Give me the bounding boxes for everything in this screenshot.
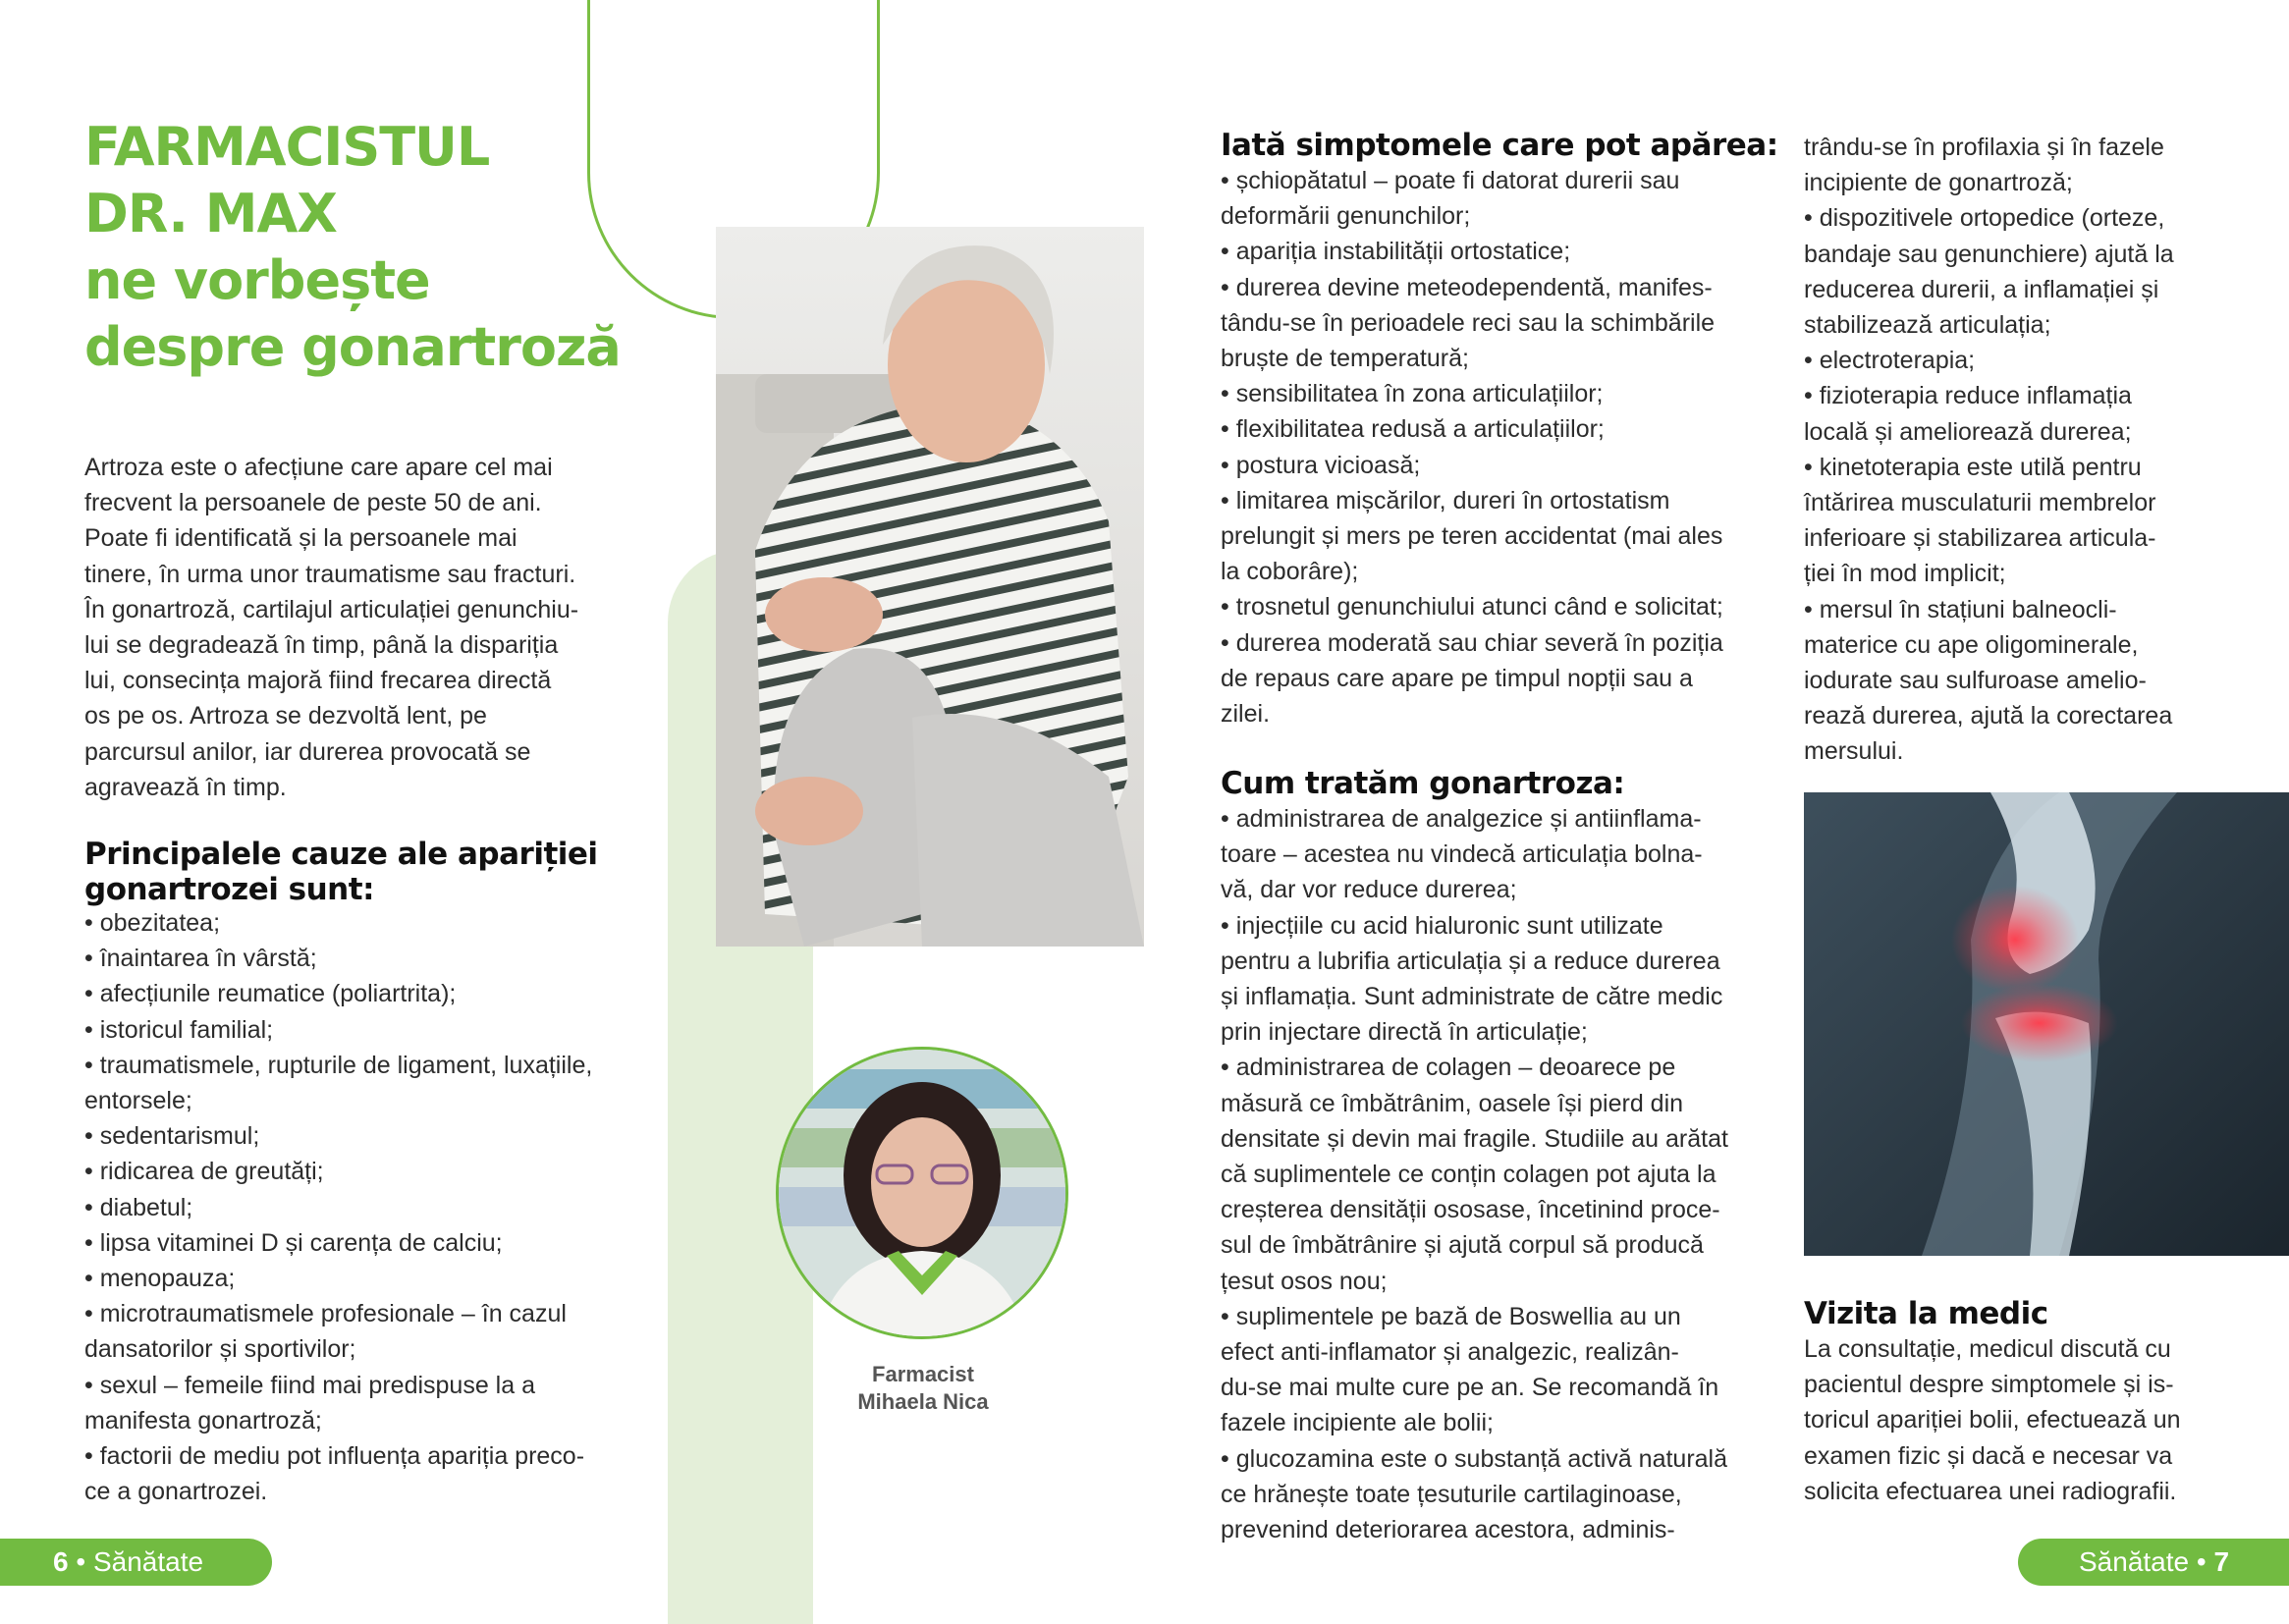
text-line: • șchiopătatul – poate fi datorat durerii sau xyxy=(1221,167,1680,194)
text-line: dansatorilor și sportivilor; xyxy=(84,1335,356,1364)
list-item: • microtraumatismele profesionale – în cazul xyxy=(84,1296,664,1331)
separator: • xyxy=(76,1546,86,1577)
text-line: inferioare și stabilizarea articula- xyxy=(1804,524,2156,553)
list-item: • obezitatea; xyxy=(84,905,664,941)
text-line: densitate și devin mai fragile. Studiile au arătat xyxy=(1221,1124,1728,1153)
section-label: Sănătate xyxy=(92,1546,204,1577)
text-line: reducerea durerii, a inflamației și xyxy=(1804,275,2159,303)
text-line: incipiente de gonartroză; xyxy=(1804,169,2073,197)
page-footer-left xyxy=(0,1539,272,1586)
text-line: solicita efectuarea unei radiografii. xyxy=(1804,1477,2177,1505)
text-line: Poate fi identificată și la persoanele mai xyxy=(84,524,518,553)
pharmacist-name: Mihaela Nica xyxy=(857,1389,989,1414)
text-line: frecvent la persoanele de peste 50 de ani. xyxy=(84,489,542,517)
text-line: pentru a lubrifia articulația și a reduce durerea xyxy=(1221,947,1720,975)
pharmacist-portrait xyxy=(776,1047,1068,1339)
text-line: În gonartroză, cartilajul articulației genunchiu- xyxy=(84,595,579,623)
text-line: și inflamația. Sunt administrate de către medic xyxy=(1221,983,1723,1011)
symptoms-heading: Iată simptomele care pot apărea: xyxy=(1221,128,1778,163)
list-item: • diabetul; xyxy=(84,1190,664,1225)
list-item: • ridicarea de greutăți; xyxy=(84,1154,664,1189)
text-line: rează durerea, ajută la corectarea xyxy=(1804,702,2173,731)
text-line: • kinetoterapia este utilă pentru xyxy=(1804,453,2142,481)
text-line: • durerea devine meteodependentă, manifes- xyxy=(1221,273,1713,301)
text-line: • apariția instabilității ortostatice; xyxy=(1221,238,1571,266)
text-line: bruște de temperatură; xyxy=(1221,345,1469,373)
title-line: ne vorbește xyxy=(84,249,430,311)
text-line: lui se degradează în timp, până la dispariția xyxy=(84,631,559,660)
woman-knee-pain-photo xyxy=(716,227,1144,947)
text-line: tându-se în perioadele reci sau la schimbările xyxy=(1221,308,1716,337)
causes-heading: Principalele cauze ale apariției gonartrozei sunt: xyxy=(84,837,598,907)
text-line: trându-se în profilaxia și în fazele xyxy=(1804,134,2164,161)
text-line: ției în mod implicit; xyxy=(1804,560,2006,588)
list-item: • lipsa vitaminei D și carența de calciu; xyxy=(84,1225,664,1261)
text-line: • administrarea de colagen – deoarece pe xyxy=(1221,1054,1676,1082)
text-line: • durerea moderată sau chiar severă în poziția xyxy=(1221,628,1723,657)
text-line: • electroterapia; xyxy=(1804,347,1976,375)
text-line: La consultație, medicul discută cu xyxy=(1804,1335,2171,1363)
text-line: ce a gonartrozei. xyxy=(84,1478,268,1506)
text-line: • mersul în stațiuni balneocli- xyxy=(1804,595,2117,623)
text-line: • postura vicioasă; xyxy=(1221,451,1421,479)
text-line: parcursul anilor, iar durerea provocată se xyxy=(84,737,531,766)
treatment-continued xyxy=(1804,130,2275,770)
list-item: • istoricul familial; xyxy=(84,1012,664,1048)
text-line: lui, consecința majoră fiind frecarea directă xyxy=(84,667,552,695)
text-line: • sensibilitatea în zona articulațiilor; xyxy=(1221,380,1604,408)
treatment-heading: Cum tratăm gonartroza: xyxy=(1221,766,1625,801)
text-line: agravează în timp. xyxy=(84,773,287,801)
list-item: • sedentarismul; xyxy=(84,1118,664,1154)
separator: • xyxy=(2196,1546,2207,1577)
text-line: • trosnetul genunchiului atunci când e solicitat; xyxy=(1221,593,1723,622)
text-line: • fizioterapia reduce inflamația xyxy=(1804,382,2132,410)
text-line: iodurate sau sulfuroase amelio- xyxy=(1804,667,2147,695)
text-line: • dispozitivele ortopedice (orteze, xyxy=(1804,204,2165,233)
pharmacist-caption xyxy=(786,1361,1061,1416)
text-line: os pe os. Artroza se dezvoltă lent, pe xyxy=(84,702,487,731)
list-item: • afecțiunile reumatice (poliartrita); xyxy=(84,976,664,1011)
title-line: DR. MAX xyxy=(84,183,337,244)
page-number: 6 xyxy=(53,1546,69,1577)
text-line: deformării genunchilor; xyxy=(1221,202,1471,231)
text-line: efect anti-inflamator și analgezic, realizân- xyxy=(1221,1338,1679,1367)
text-line: că suplimentele ce conțin colagen pot ajuta la xyxy=(1221,1161,1717,1189)
text-line: mersului. xyxy=(1804,737,1904,766)
text-line: • glucozamina este o substanță activă naturală xyxy=(1221,1444,1728,1473)
treatment-list xyxy=(1221,801,1790,1547)
text-line: prevenind deteriorarea acestora, adminis- xyxy=(1221,1516,1675,1544)
causes-section xyxy=(84,837,664,1509)
text-line: • administrarea de analgezice și antiinflama- xyxy=(1221,805,1702,833)
text-line: întărirea musculaturii membrelor xyxy=(1804,489,2156,517)
section-label: Sănătate xyxy=(2079,1546,2190,1577)
text-line: la coborâre); xyxy=(1221,558,1359,586)
text-line: tinere, în urma unor traumatisme sau fracturi. xyxy=(84,560,576,588)
list-item: • înaintarea în vârstă; xyxy=(84,941,664,976)
text-line: prin injectare directă în articulație; xyxy=(1221,1018,1588,1047)
symptoms-section xyxy=(1221,128,1790,731)
text-line: toare – acestea nu vindecă articulația bolna- xyxy=(1221,840,1703,869)
list-item: • sexul – femeile fiind mai predispuse la a xyxy=(84,1368,664,1403)
pharmacist-role: Farmacist xyxy=(872,1362,974,1386)
list-item: • factorii de mediu pot influența apariția preco- xyxy=(84,1438,664,1474)
text-line: vă, dar vor reduce durerea; xyxy=(1221,876,1517,904)
text-line: • flexibilitatea redusă a articulațiilor; xyxy=(1221,415,1605,444)
text-line: examen fizic și dacă e necesar va xyxy=(1804,1441,2173,1470)
text-line: Artroza este o afecțiune care apare cel mai xyxy=(84,454,553,481)
text-line: zilei. xyxy=(1221,700,1271,729)
text-line: • limitarea mișcărilor, dureri în ortostatism xyxy=(1221,486,1670,514)
symptoms-list xyxy=(1221,163,1790,731)
text-line: pacientul despre simptomele și is- xyxy=(1804,1371,2174,1399)
text-line: entorsele; xyxy=(84,1087,192,1115)
text-line: toricul apariției bolii, efectuează un xyxy=(1804,1406,2181,1435)
text-line: sul de îmbătrânire și ajută corpul să producă xyxy=(1221,1231,1704,1260)
text-line: du-se mai multe cure pe an. Se recomandă în xyxy=(1221,1374,1719,1402)
text-line: creșterea densității ososase, încetinind proce- xyxy=(1221,1196,1720,1224)
doctor-visit-section xyxy=(1804,1296,2285,1509)
text-line: • suplimentele pe bază de Boswellia au un xyxy=(1221,1302,1681,1330)
text-line: bandaje sau genunchiere) ajută la xyxy=(1804,240,2174,268)
treatment-section xyxy=(1221,766,1790,1547)
text-line: fazele incipiente ale bolii; xyxy=(1221,1409,1494,1437)
doctor-visit-heading: Vizita la medic xyxy=(1804,1296,2048,1331)
title-line: FARMACISTUL xyxy=(84,116,490,178)
text-line: prelungit și mers pe teren accidentat (mai ales xyxy=(1221,522,1723,551)
text-line: materice cu ape oligominerale, xyxy=(1804,630,2139,659)
page-footer-right xyxy=(2018,1539,2289,1586)
list-item: • menopauza; xyxy=(84,1261,664,1296)
title-line: despre gonartroză xyxy=(84,316,621,378)
page-number: 7 xyxy=(2213,1546,2230,1577)
text-line: măsură ce îmbătrânim, oasele își pierd din xyxy=(1221,1089,1684,1117)
text-line: ce hrănește toate țesuturile cartilaginoase, xyxy=(1221,1480,1682,1508)
text-line: stabilizează articulația; xyxy=(1804,311,2051,340)
text-line: de repaus care apare pe timpul nopții sau a xyxy=(1221,664,1693,692)
text-line: • injecțiile cu acid hialuronic sunt utilizate xyxy=(1221,911,1663,940)
intro-paragraph xyxy=(84,450,654,805)
causes-list xyxy=(84,905,664,1083)
list-item: • traumatismele, rupturile de ligament, luxațiile, xyxy=(84,1048,664,1083)
text-line: manifesta gonartroză; xyxy=(84,1406,322,1435)
text-line: țesut osos nou; xyxy=(1221,1267,1388,1295)
text-line: locală și ameliorează durerea; xyxy=(1804,417,2132,446)
page-title xyxy=(84,114,634,381)
knee-xray-image xyxy=(1804,792,2289,1256)
